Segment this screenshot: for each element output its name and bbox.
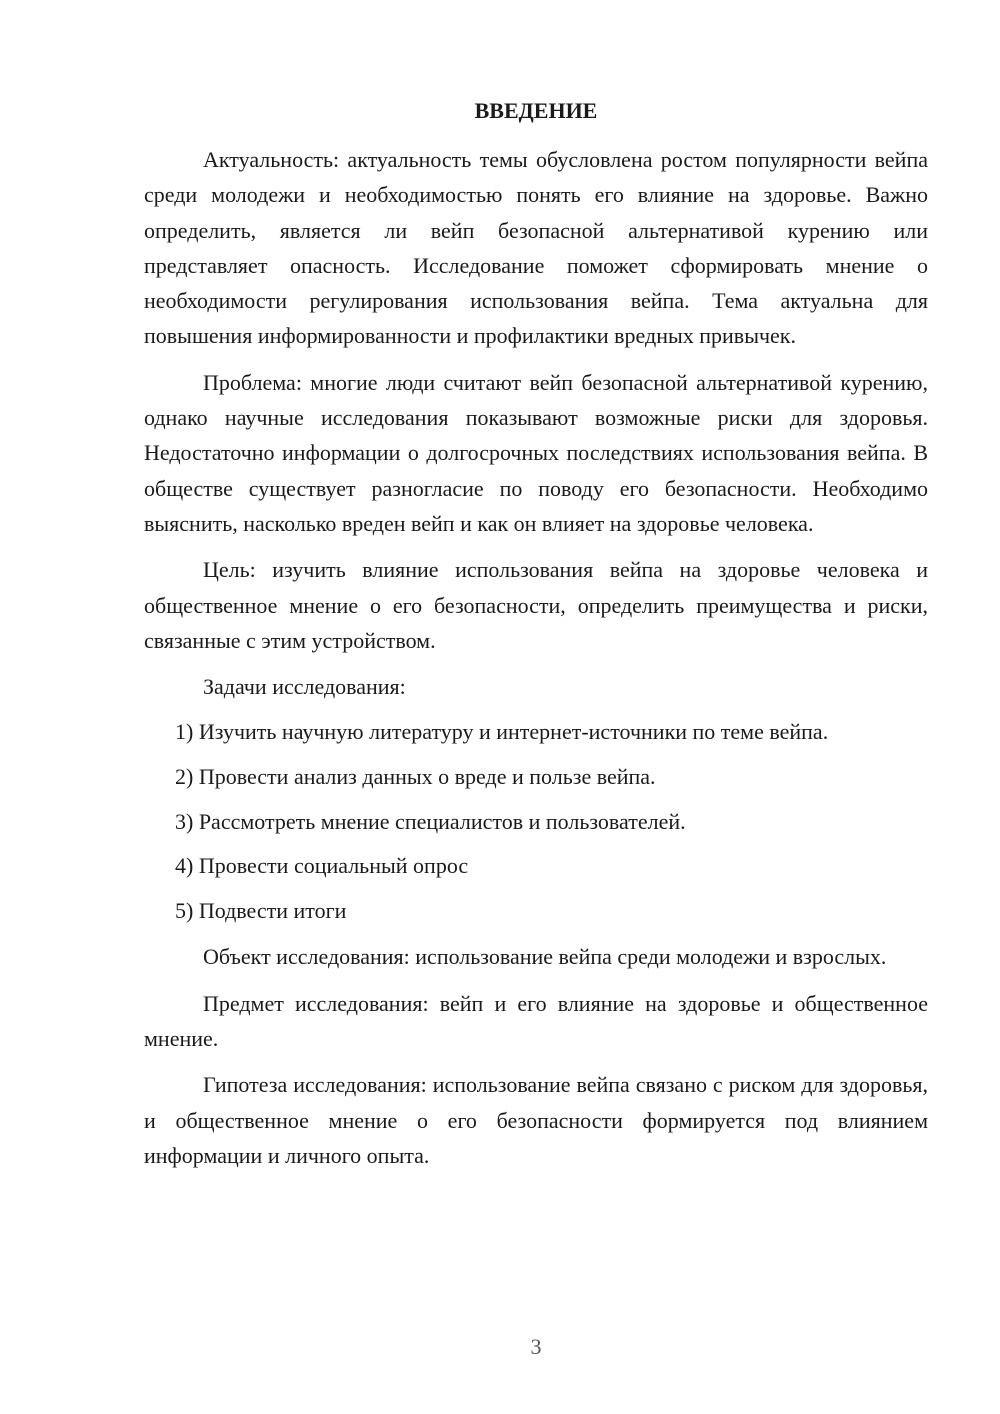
task-item: 5) Подвести итоги [175,898,347,924]
task-item: 1) Изучить научную литературу и интернет-источники по теме вейпа. [175,718,829,744]
subject-paragraph: Предмет исследования: вейп и его влияние на здоровье и общественное мнение. [144,990,928,1052]
task-item: 3) Рассмотреть мнение специалистов и пользователей. [175,808,686,834]
task-item: 2) Провести анализ данных о вреде и пользе вейпа. [175,763,656,789]
relevance-paragraph: Актуальность: актуальность темы обусловлена ростом популярности вейпа среди молодежи и необходимостью понять его влияние на здоровье. Важно определить, является ли вейп безопасной альтернативой курению или представляет опасность. Исследование поможет сформировать мнение о необходимости регулирования использования вейпа. Тема актуальна для повышения информированности и профилактики вредных привычек. [144,147,928,349]
page-number: 3 [530,1334,542,1359]
hypothesis-paragraph: Гипотеза исследования: использование вейпа связано с риском для здоровья, и общественное мнение о его безопасности формируется под влиянием информации и личного опыта. [144,1072,928,1168]
problem-paragraph: Проблема: многие люди считают вейп безопасной альтернативой курению, однако научные исследования показывают возможные риски для здоровья. Недостаточно информации о долгосрочных последствиях использования вейпа. В обществе существует разногласие по поводу его безопасности. Необходимо выяснить, насколько вреден вейп и как он влияет на здоровье человека. [144,369,928,536]
page-title: ВВЕДЕНИЕ [474,98,598,123]
object-paragraph: Объект исследования: использование вейпа среди молодежи и взрослых. [203,944,887,970]
tasks-heading: Задачи исследования: [203,674,406,700]
document-body [144,142,928,1173]
task-item: 4) Провести социальный опрос [175,853,469,879]
goal-paragraph: Цель: изучить влияние использования вейпа на здоровье человека и общественное мнение о его безопасности, определить преимущества и риски, связанные с этим устройством. [144,557,928,653]
